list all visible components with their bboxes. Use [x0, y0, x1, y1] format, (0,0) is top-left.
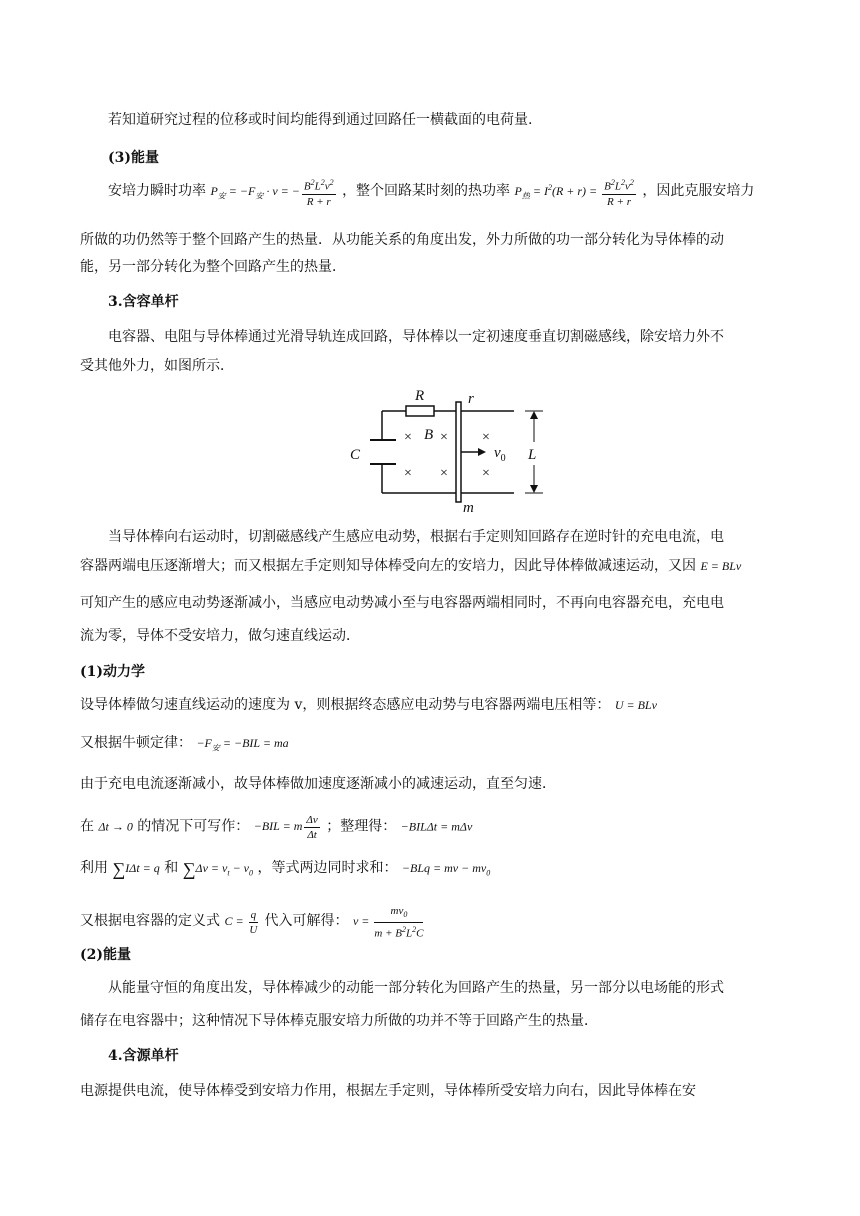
- formula-diff: −BIL = m $\frac{\Delta v}{\Delta t}$: [253, 814, 318, 841]
- heading-section-4: 4.含源单杆: [108, 1048, 179, 1064]
- energy2-line-1: 从能量守恒的角度出发，导体棒减少的动能一部分转化为回路产生的热量，另一部分以电场能的形式: [108, 980, 724, 996]
- field-cross: ×: [440, 430, 448, 445]
- field-cross: ×: [482, 430, 490, 445]
- heat-power-formula: $P_热 = I^2(R + r)$ = $\frac{B^2L^2v^2}{R + r}$: [514, 178, 634, 208]
- formula-sum-velocity: $\sum\Delta v = v_t - v_0$: [182, 859, 253, 879]
- energy2-line-2: 储存在电容器中；这种情况下导体棒克服安培力所做的功并不等于回路产生的热量．: [80, 1013, 598, 1029]
- heading-section-3: 3.含容单杆: [108, 294, 179, 310]
- dynamics-line-3: 由于充电电流逐渐减小，故导体棒做加速度逐渐减小的减速运动，直至匀速．: [80, 776, 556, 792]
- formula-capacitance: C = $\frac{q}{U}$: [224, 908, 258, 936]
- formula-newton: $-F_安 = -BIL$ = ma: [196, 736, 289, 753]
- dynamics-line-5: 利用 ∑IΔt = q 和 $\sum\Delta v = v_t - v_0$ ，等式两边同时求和： −BLq = mv − $mv_0$: [80, 859, 491, 879]
- heading-energy-2: (2)能量: [80, 947, 131, 963]
- dynamics-line-6: 又根据电容器的定义式 C = $\frac{q}{U}$ 代入可解得： v = $\frac{mv_0}{m + B^2L^2C}$: [80, 905, 424, 940]
- formula-limit: Δt → 0: [98, 819, 133, 834]
- paragraph-charge: 若知道研究过程的位移或时间均能得到通过回路任一横截面的电荷量.: [108, 112, 533, 128]
- energy-line-3: 能，另一部分转化为整个回路产生的热量．: [80, 259, 346, 275]
- section3-line-1: 电容器、电阻与导体棒通过光滑导轨连成回路，导体棒以一定初速度垂直切割磁感线，除安培力外不: [108, 329, 724, 345]
- dynamics-line-1: 设导体棒做匀速直线运动的速度为 v，则根据终态感应电动势与电容器两端电压相等： U = BLv: [80, 697, 657, 713]
- dynamics-line-2: 又根据牛顿定律： $-F_安 = -BIL$ = ma: [80, 735, 289, 753]
- field-cross: ×: [440, 466, 448, 481]
- motion-line-1: 当导体棒向右运动时，切割磁感线产生感应电动势，根据右手定则知回路存在逆时针的充电电流，电: [108, 529, 724, 545]
- label-R: R: [415, 388, 425, 404]
- heading-energy-1: (3)能量: [108, 150, 159, 166]
- formula-sum-charge: ∑IΔt = q: [112, 859, 160, 879]
- field-cross: ×: [404, 430, 412, 445]
- formula-final-velocity: v = $\frac{mv_0}{m + B^2L^2C}$: [352, 905, 424, 940]
- field-cross: ×: [482, 466, 490, 481]
- formula-summed: −BLq = mv − $mv_0$: [401, 861, 491, 878]
- motion-line-3: 可知产生的感应电动势逐渐减小，当感应电动势减小至与电容器两端相同时，不再向电容器充电，充电电: [80, 595, 724, 611]
- emf-formula: E = BLv: [700, 559, 742, 573]
- label-v0: $v_0$: [494, 445, 506, 464]
- label-B: B: [424, 427, 434, 443]
- ampere-power-formula: $P_安 = -F_安 \cdot v$ = − $\frac{B^2L^2v^2}{R + r}$: [210, 178, 334, 208]
- circuit-diagram: [344, 385, 546, 515]
- label-m: m: [463, 500, 474, 515]
- formula-u: U = BLv: [614, 698, 657, 712]
- conductor-rod: [456, 402, 461, 502]
- label-L: L: [528, 447, 537, 463]
- dynamics-line-4: 在 Δt → 0 的情况下可写作： −BIL = m $\frac{\Delta v}{\Delta t}$ ；整理得： −BILΔt = mΔv: [80, 814, 473, 841]
- formula-rearranged: −BILΔt = mΔv: [400, 819, 473, 834]
- label-C: C: [350, 447, 361, 463]
- energy-formula-line: 安培力瞬时功率 $P_安 = -F_安 \cdot v$ = − $\frac{B^2L^2v^2}{R + r}$ ，整个回路某时刻的热功率 $P_热 = I^2(R + r)$ = $\frac{B^2L^2v^2}{R + r}$ ，因此克服安培力: [108, 178, 755, 208]
- motion-line-2: 容器两端电压逐渐增大；而又根据左手定则知导体棒受向左的安培力，因此导体棒做减速运动，又因 E = BLv: [80, 558, 742, 574]
- section3-line-2: 受其他外力，如图所示．: [80, 358, 234, 374]
- resistor: [406, 406, 434, 416]
- label-r: r: [468, 391, 474, 407]
- field-cross: ×: [404, 466, 412, 481]
- section4-line-1: 电源提供电流，使导体棒受到安培力作用，根据左手定则，导体棒所受安培力向右，因此导体棒在安: [80, 1083, 696, 1099]
- motion-line-4: 流为零，导体不受安培力，做匀速直线运动．: [80, 628, 360, 644]
- heading-dynamics: (1)动力学: [80, 664, 145, 680]
- velocity-arrowhead: [478, 448, 486, 456]
- energy-line-2: 所做的功仍然等于整个回路产生的热量．从功能关系的角度出发，外力所做的功一部分转化为导体棒的动: [80, 232, 724, 248]
